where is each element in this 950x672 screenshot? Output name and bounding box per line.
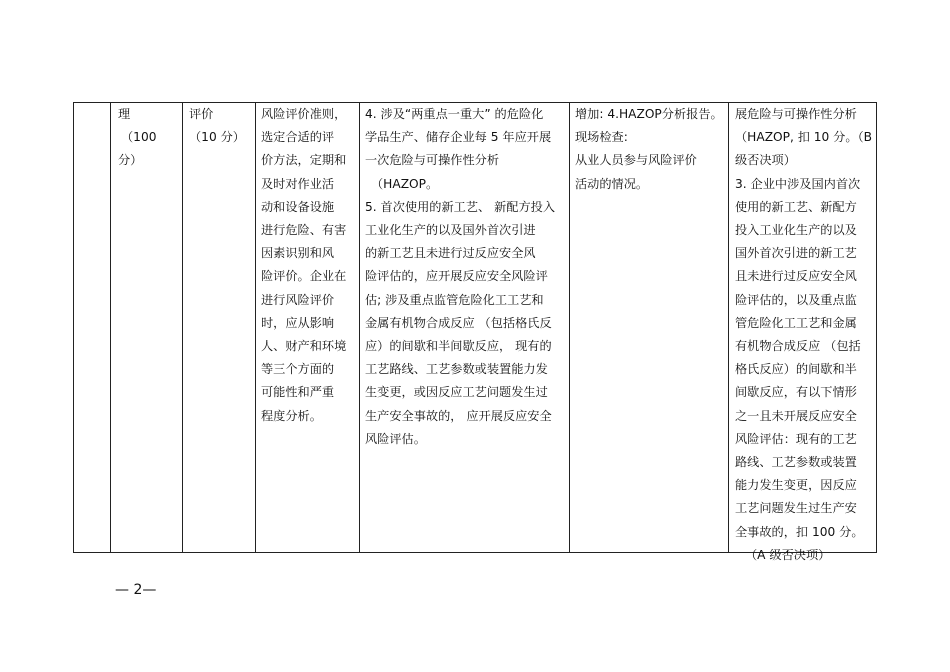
- cell-line: 格氏反应）的间歇和半: [735, 362, 857, 377]
- cell-line: （100: [121, 130, 157, 145]
- cell-line: 活动的情况。: [575, 176, 649, 191]
- cell-line: 险评估的，应开展反应安全风险评: [365, 269, 548, 284]
- cell-line: 的新工艺且未进行过反应安全风: [365, 246, 536, 261]
- cell-line: 工艺路线、工艺参数或装置能力发: [365, 362, 548, 377]
- cell-line: 选定合适的评: [261, 130, 335, 145]
- cell-line: 风险评估：现有的工艺: [735, 431, 857, 446]
- cell-line: 及时对作业活: [261, 176, 335, 191]
- cell-line: 4. 涉及“两重点一重大” 的危险化: [365, 107, 544, 121]
- cell-line: 程度分析。: [261, 408, 322, 423]
- cell-line: 风险评估。: [365, 431, 426, 446]
- cell-line: 分）: [118, 153, 143, 168]
- table-col-divider: [876, 102, 877, 553]
- cell-line: 3. 企业中涉及国内首次: [735, 176, 861, 191]
- cell-line: 之一且未开展反应安全: [735, 408, 857, 423]
- cell-line: 工业化生产的以及国外首次引进: [365, 223, 536, 238]
- cell-scoring: [735, 103, 872, 567]
- cell-line: 估; 涉及重点监管危险化工工艺和: [365, 292, 544, 307]
- cell-line: 投入工业化生产的以及: [735, 223, 857, 238]
- table-col-divider: [73, 102, 74, 553]
- cell-line: 5. 首次使用的新工艺、 新配方投入: [365, 199, 556, 214]
- page-number: — 2—: [115, 582, 157, 598]
- cell-line: 全事故的，扣 100 分。: [735, 524, 864, 539]
- cell-line: 使用的新工艺、新配方: [735, 199, 857, 214]
- cell-line: 可能性和严重: [261, 385, 335, 400]
- cell-line: 能力发生变更，因反应: [735, 478, 857, 493]
- cell-line: 间歇反应，有以下情形: [735, 385, 857, 400]
- cell-line: 增加: 4.HAZOP分析报告。: [575, 107, 723, 121]
- cell-line: 理: [118, 107, 131, 121]
- cell-requirement: [261, 103, 346, 428]
- cell-line: 进行危险、有害: [261, 223, 347, 238]
- cell-line: 金属有机物合成反应 （包括格氏反: [365, 315, 552, 330]
- cell-line: 学品生产、储存企业每 5 年应开展: [365, 130, 552, 145]
- cell-line: 现场检查:: [575, 130, 628, 145]
- cell-line: 生产安全事故的， 应开展反应安全: [365, 408, 552, 423]
- cell-line: （10 分）: [189, 130, 245, 145]
- cell-line: 因素识别和风: [261, 246, 335, 261]
- cell-method: [575, 103, 723, 196]
- table-col-divider: [255, 102, 256, 553]
- cell-line: 有机物合成反应 （包括: [735, 339, 861, 354]
- table-col-divider: [569, 102, 570, 553]
- cell-line: （A 级否决项）: [745, 547, 831, 562]
- cell-line: 价方法，定期和: [261, 153, 347, 168]
- table-col-divider: [182, 102, 183, 553]
- cell-subitem: [189, 103, 245, 149]
- cell-line: 人、财产和环境: [261, 339, 347, 354]
- cell-line: 一次危险与可操作性分析: [365, 153, 500, 168]
- cell-line: 进行风险评价: [261, 292, 335, 307]
- cell-line: 险评价。企业在: [261, 269, 347, 284]
- cell-line: 时，应从影响: [261, 315, 335, 330]
- cell-line: 且未进行过反应安全风: [735, 269, 857, 284]
- cell-line: 国外首次引进的新工艺: [735, 246, 857, 261]
- cell-line: 级否决项）: [735, 153, 796, 168]
- cell-line: （HAZOP, 扣 10 分。（B: [735, 130, 872, 145]
- table-col-divider: [728, 102, 729, 553]
- table-col-divider: [359, 102, 360, 553]
- cell-line: 风险评价准则，: [261, 107, 347, 121]
- cell-content: [365, 103, 555, 451]
- cell-line: 路线、工艺参数或装置: [735, 455, 857, 470]
- cell-line: 动和设备设施: [261, 199, 335, 214]
- cell-line: 管危险化工工艺和金属: [735, 315, 857, 330]
- cell-item: [118, 103, 156, 173]
- cell-line: 险评估的，以及重点监: [735, 292, 857, 307]
- cell-line: 应）的间歇和半间歇反应， 现有的: [365, 339, 552, 354]
- cell-line: 从业人员参与风险评价: [575, 153, 697, 168]
- cell-line: 等三个方面的: [261, 362, 335, 377]
- cell-line: 展危险与可操作性分析: [735, 107, 857, 121]
- cell-line: 评价: [189, 107, 214, 121]
- table-col-divider: [110, 102, 111, 553]
- cell-line: （HAZOP。: [371, 176, 439, 191]
- cell-line: 生变更，或因反应工艺问题发生过: [365, 385, 548, 400]
- cell-line: 工艺问题发生过生产安: [735, 501, 857, 516]
